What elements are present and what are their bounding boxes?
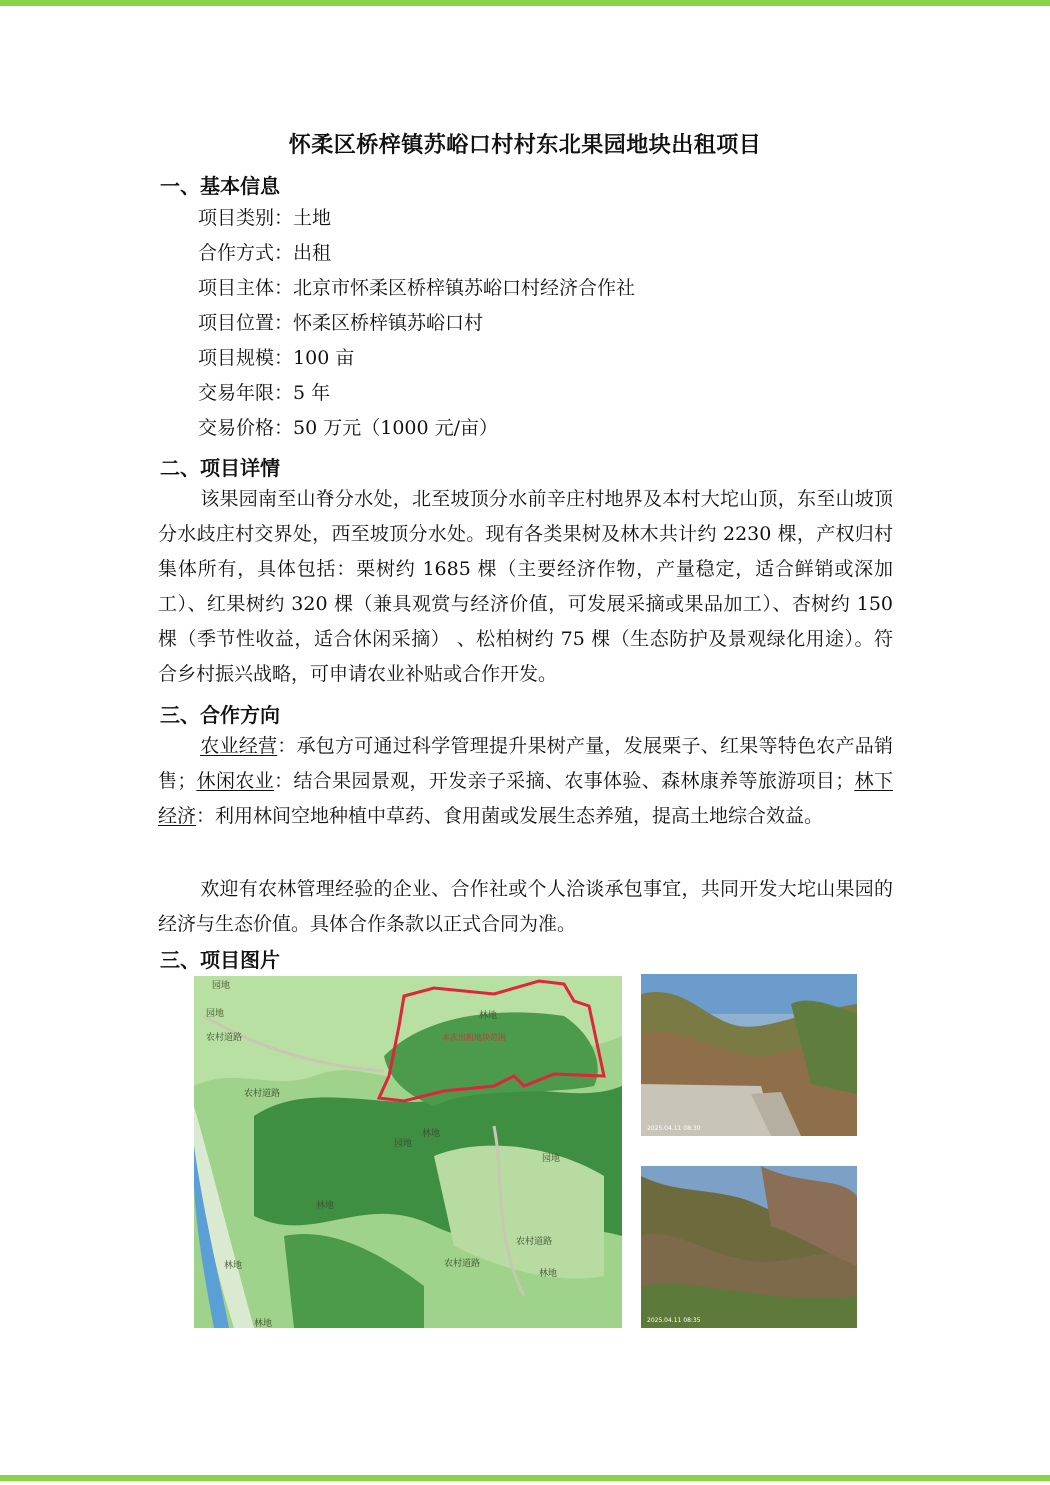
section-heading-basic: 一、基本信息 xyxy=(160,174,280,198)
svg-text:园地: 园地 xyxy=(212,981,231,991)
direction-paragraph: 农业经营：承包方可通过科学管理提升果树产量，发展栗子、红果等特色农产品销售；休闲农业：结合果园景观，开发亲子采摘、农事体验、森林康养等旅游项目；林下经济：利用林间空地种植中草药、食用菌或发展生态养殖，提高土地综合效益。 xyxy=(158,735,893,827)
top-accent-bar xyxy=(0,0,1050,6)
details-paragraph: 该果园南至山脊分水处，北至坡顶分水前辛庄村地界及本村大坨山顶，东至山坡顶分水歧庄村交界处，西至坡顶分水处。现有各类果树及林木共计约 2230 棵，产权归村集体所有，具体包括：栗树约 1685 棵（主要经济作物，产量稳定，适合鲜销或深加工）、红果树约 320 棵（兼具观赏与经济价值，可发展采摘或果品加工）、杏树约 150 棵（季节性收益，适合休闲采摘） 、松柏树约 75 棵（生态防护及景观绿化用途）。符合乡村振兴战略，可申请农业补贴或合作开发。 xyxy=(158,488,893,685)
svg-text:园地: 园地 xyxy=(206,1009,225,1019)
svg-text:农村道路: 农村道路 xyxy=(206,1033,243,1043)
svg-text:林地: 林地 xyxy=(254,1319,273,1328)
section-heading-details: 二、项目详情 xyxy=(160,456,280,480)
term-agriculture: 农业经营 xyxy=(200,735,278,757)
svg-text:林地: 林地 xyxy=(316,1201,335,1211)
term-leisure-agriculture: 休闲农业 xyxy=(196,770,275,792)
section-heading-pictures: 三、项目图片 xyxy=(160,948,280,972)
info-cooperation: 合作方式：出租 xyxy=(198,242,332,264)
info-term: 交易年限：5 年 xyxy=(198,382,331,404)
welcome-paragraph: 欢迎有农林管理经验的企业、合作社或个人洽谈承包事宜，共同开发大坨山果园的经济与生态价值。具体合作条款以正式合同为准。 xyxy=(158,878,893,935)
info-price: 交易价格：50 万元（1000 元/亩） xyxy=(198,417,499,439)
bottom-accent-bar xyxy=(0,1475,1050,1481)
map-boundary-label: 本次出租地块范围 xyxy=(442,1033,506,1042)
svg-text:园地: 园地 xyxy=(394,1139,413,1149)
info-category: 项目类别：土地 xyxy=(198,207,332,229)
info-location: 项目位置：怀柔区桥梓镇苏峪口村 xyxy=(198,312,484,334)
site-photo-2 xyxy=(641,1166,857,1328)
info-subject: 项目主体：北京市怀柔区桥梓镇苏峪口村经济合作社 xyxy=(198,277,636,299)
land-use-map xyxy=(194,976,622,1328)
page-title: 怀柔区桥梓镇苏峪口村村东北果园地块出租项目 xyxy=(288,132,762,158)
svg-text:林地: 林地 xyxy=(224,1261,243,1271)
svg-text:农村道路: 农村道路 xyxy=(444,1259,481,1269)
svg-text:园地: 园地 xyxy=(542,1154,561,1164)
svg-text:林地: 林地 xyxy=(479,1011,498,1021)
svg-text:2025.04.11 08:30: 2025.04.11 08:30 xyxy=(647,1125,701,1132)
svg-text:林地: 林地 xyxy=(422,1129,441,1139)
svg-text:林地: 林地 xyxy=(539,1269,558,1279)
section-heading-direction: 三、合作方向 xyxy=(160,703,280,727)
term-understory-economy: 林下经济 xyxy=(158,770,893,827)
info-scale: 项目规模：100 亩 xyxy=(198,347,355,369)
svg-text:2025.04.11 08:35: 2025.04.11 08:35 xyxy=(647,1317,701,1324)
site-photo-1 xyxy=(641,974,857,1136)
svg-text:农村道路: 农村道路 xyxy=(516,1237,553,1247)
svg-text:农村道路: 农村道路 xyxy=(244,1089,281,1099)
